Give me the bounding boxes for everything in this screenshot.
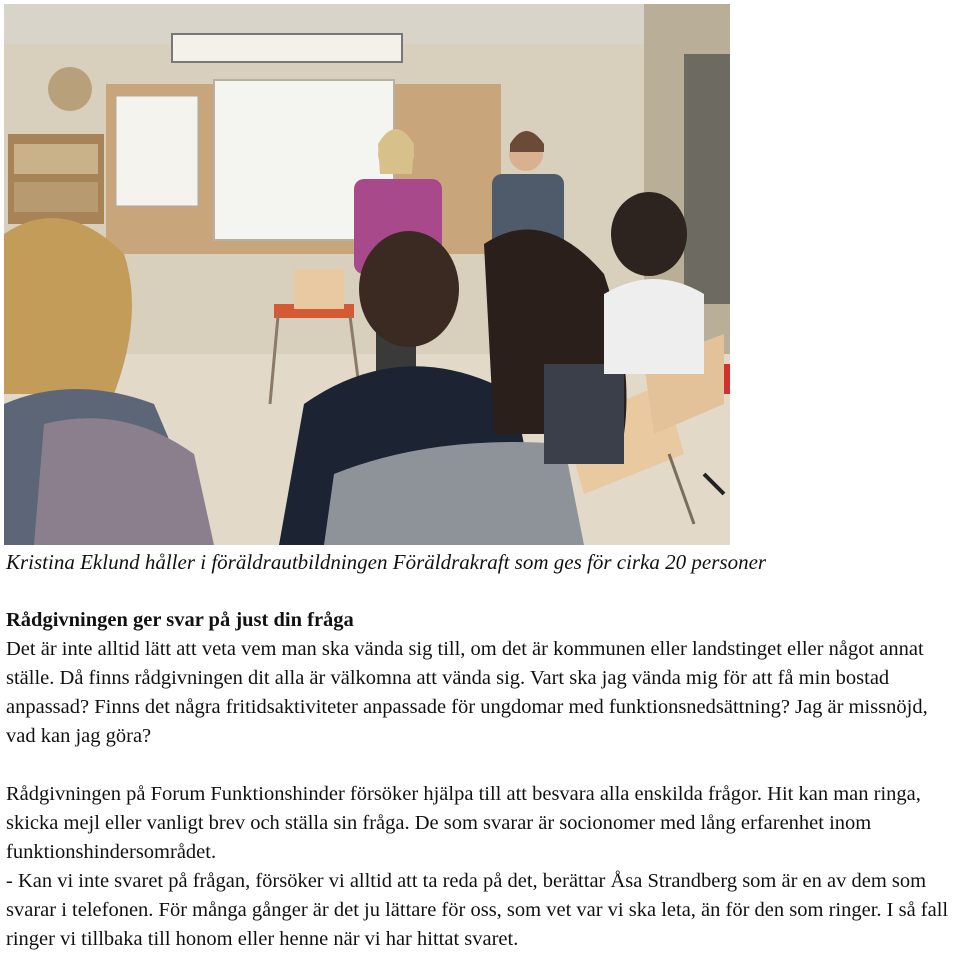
article-photo [4, 4, 730, 545]
article-paragraph-1: Det är inte alltid lätt att veta vem man ska vända sig till, om det är kommunen eller landstinget eller något annat ställe. Då finns rådgivningen dit alla är välkomna att vända sig. Vart ska jag vända mig för att få min bostad anpassad? Finns det några fritidsaktiviteter anpassade för ungdomar med funktionsnedsättning? Jag är missnöjd, vad kan jag göra? [6, 638, 928, 747]
photo-caption: Kristina Eklund håller i föräldrautbildningen Föräldrakraft som ges för cirka 20 personer [6, 550, 767, 574]
article-body [6, 606, 960, 954]
article-paragraph-3: - Kan vi inte svaret på frågan, försöker vi alltid att ta reda på det, berättar Åsa Strandberg som är en av dem som svarar i telefonen. För många gånger är det ju lättare för oss, som vet var vi ska leta, än för den som ringer. I så fall ringer vi tillbaka till honom eller henne när vi har hittat svaret. [6, 870, 949, 950]
article-headline: Rådgivningen ger svar på just din fråga [6, 609, 354, 631]
classroom-scene [4, 4, 730, 545]
article-paragraph-2: Rådgivningen på Forum Funktionshinder försöker hjälpa till att besvara alla enskilda frågor. Hit kan man ringa, skicka mejl eller vanligt brev och ställa sin fråga. De som svarar är socionomer med lång erfarenhet inom funktionshindersområdet. [6, 783, 921, 863]
